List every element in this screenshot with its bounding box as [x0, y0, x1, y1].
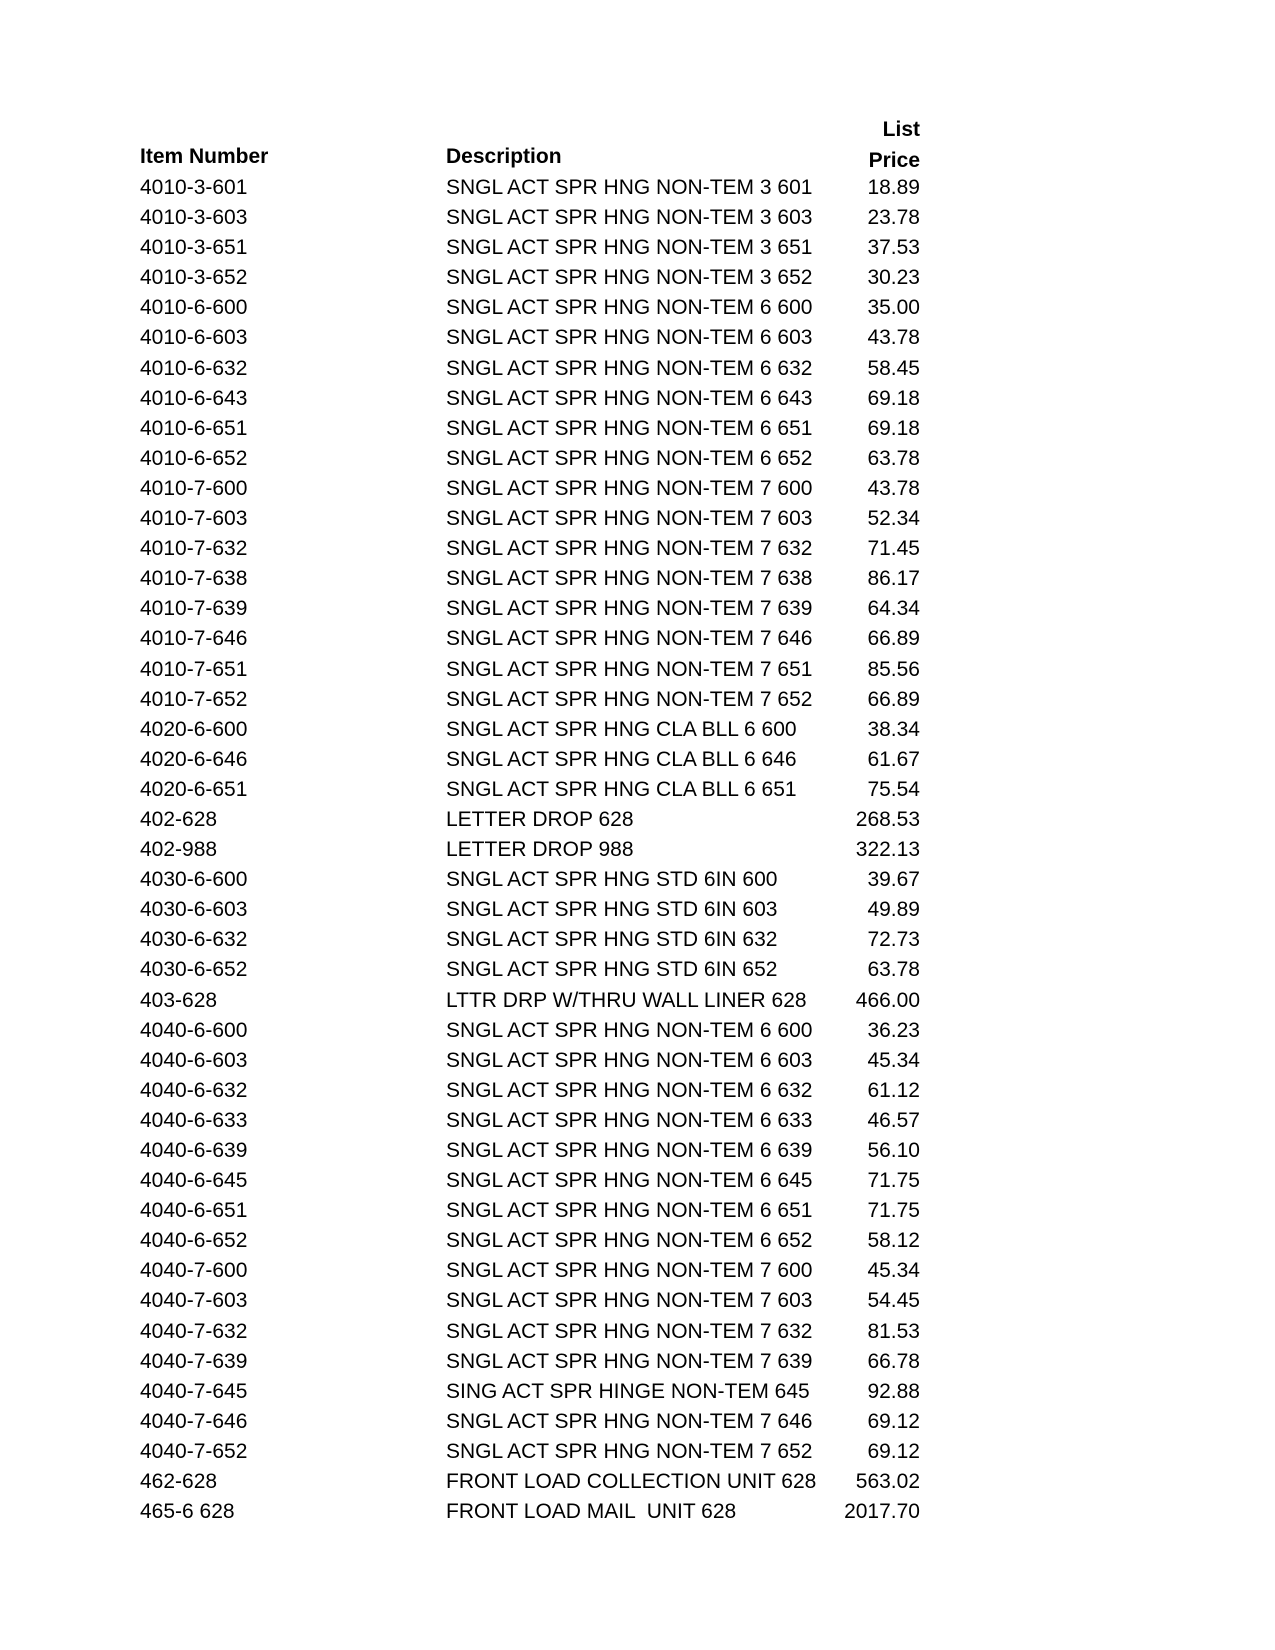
description-cell: SNGL ACT SPR HNG NON-TEM 3 603: [446, 206, 813, 230]
list-price-cell: 38.34: [867, 717, 920, 741]
item-number-cell: 4010-6-651: [140, 416, 248, 440]
item-number-cell: 403-628: [140, 988, 218, 1012]
list-price-cell: 43.78: [867, 476, 920, 500]
list-price-cell: 46.57: [867, 1108, 920, 1132]
list-price-header: [869, 114, 920, 176]
item-number-cell: 4010-3-603: [140, 206, 248, 230]
list-price-cell: 18.89: [867, 176, 920, 199]
item-number-cell: 4020-6-646: [140, 747, 248, 771]
table-row: [140, 1196, 920, 1226]
table-row: [140, 624, 920, 654]
item-number-cell: 4030-6-603: [140, 898, 248, 922]
item-number-cell: 4010-7-603: [140, 507, 248, 531]
list-price-cell: 69.18: [867, 386, 920, 410]
list-price-cell: 66.89: [867, 627, 920, 651]
description-cell: SNGL ACT SPR HNG NON-TEM 6 603: [446, 1048, 813, 1072]
table-row: [140, 1467, 920, 1497]
table-row: [140, 1407, 920, 1437]
table-row: [140, 474, 920, 504]
item-number-cell: 4040-6-633: [140, 1108, 248, 1132]
item-number-cell: 462-628: [140, 1470, 218, 1494]
table-row: [140, 986, 920, 1016]
table-row: [140, 354, 920, 384]
table-row: [140, 685, 920, 715]
list-price-cell: 63.78: [867, 446, 920, 470]
description-cell: SNGL ACT SPR HNG NON-TEM 3 652: [446, 266, 813, 290]
item-number-cell: 4010-7-600: [140, 476, 248, 500]
description-cell: SNGL ACT SPR HNG NON-TEM 6 651: [446, 416, 813, 440]
description-cell: SNGL ACT SPR HNG NON-TEM 6 632: [446, 356, 813, 380]
table-row: [140, 1377, 920, 1407]
list-price-cell: 66.78: [867, 1349, 920, 1373]
table-row: [140, 323, 920, 353]
table-row: [140, 1136, 920, 1166]
description-cell: SNGL ACT SPR HNG NON-TEM 6 600: [446, 296, 813, 320]
list-price-cell: 45.34: [867, 1259, 920, 1283]
table-row: [140, 955, 920, 985]
table-row: [140, 655, 920, 685]
list-price-cell: 466.00: [855, 988, 920, 1012]
table-row: [140, 895, 920, 925]
table-row: [140, 233, 920, 263]
list-price-cell: 43.78: [867, 326, 920, 350]
table-row: [140, 1437, 920, 1467]
item-number-cell: 4040-7-639: [140, 1349, 248, 1373]
table-row: [140, 865, 920, 895]
description-cell: SNGL ACT SPR HNG CLA BLL 6 651: [446, 777, 797, 801]
table-body: [140, 173, 920, 1527]
table-row: [140, 293, 920, 323]
table-row: [140, 173, 920, 203]
description-cell: SNGL ACT SPR HNG NON-TEM 6 603: [446, 326, 813, 350]
item-number-cell: 4040-6-652: [140, 1229, 248, 1253]
list-price-cell: 66.89: [867, 687, 920, 711]
description-cell: SNGL ACT SPR HNG NON-TEM 6 645: [446, 1169, 813, 1193]
description-cell: SNGL ACT SPR HNG NON-TEM 7 652: [446, 1439, 813, 1463]
item-number-cell: 4010-7-651: [140, 657, 248, 681]
description-cell: SNGL ACT SPR HNG NON-TEM 7 632: [446, 537, 813, 561]
list-price-cell: 23.78: [867, 206, 920, 230]
table-row: [140, 715, 920, 745]
item-number-cell: 4010-7-639: [140, 597, 248, 621]
description-cell: SNGL ACT SPR HNG NON-TEM 7 646: [446, 1409, 813, 1433]
item-number-cell: 4010-6-643: [140, 386, 248, 410]
description-cell: SNGL ACT SPR HNG STD 6IN 652: [446, 958, 778, 982]
list-price-cell: 61.12: [867, 1078, 920, 1102]
list-price-cell: 71.45: [867, 537, 920, 561]
table-row: [140, 835, 920, 865]
description-cell: FRONT LOAD COLLECTION UNIT 628: [446, 1470, 817, 1494]
description-cell: SNGL ACT SPR HNG CLA BLL 6 646: [446, 747, 797, 771]
description-cell: SNGL ACT SPR HNG NON-TEM 7 600: [446, 1259, 813, 1283]
table-row: [140, 1046, 920, 1076]
table-row: [140, 1256, 920, 1286]
list-price-cell: 72.73: [867, 928, 920, 952]
description-cell: SNGL ACT SPR HNG NON-TEM 6 643: [446, 386, 813, 410]
table-row: [140, 775, 920, 805]
description-cell: SNGL ACT SPR HNG NON-TEM 6 651: [446, 1199, 813, 1223]
table-row: [140, 1016, 920, 1046]
list-price-header-line2: Price: [868, 149, 920, 172]
item-number-cell: 4030-6-632: [140, 928, 248, 952]
list-price-cell: 56.10: [867, 1139, 920, 1162]
list-price-cell: 64.34: [867, 597, 920, 621]
description-cell: SNGL ACT SPR HNG NON-TEM 7 639: [446, 1349, 813, 1373]
table-header: [140, 110, 920, 172]
list-price-cell: 45.34: [867, 1048, 920, 1072]
description-cell: LTTR DRP W/THRU WALL LINER 628: [446, 988, 807, 1012]
item-number-cell: 4010-7-632: [140, 537, 248, 561]
description-cell: SNGL ACT SPR HNG CLA BLL 6 600: [446, 717, 797, 741]
list-price-cell: 58.45: [867, 356, 920, 380]
description-cell: SNGL ACT SPR HNG NON-TEM 6 639: [446, 1139, 813, 1162]
table-row: [140, 203, 920, 233]
description-cell: SNGL ACT SPR HNG NON-TEM 7 646: [446, 627, 813, 651]
list-price-cell: 85.56: [867, 657, 920, 681]
list-price-cell: 268.53: [855, 807, 920, 831]
list-price-cell: 86.17: [867, 567, 920, 591]
table-row: [140, 1317, 920, 1347]
table-row: [140, 1076, 920, 1106]
table-row: [140, 444, 920, 474]
table-row: [140, 414, 920, 444]
table-row: [140, 1286, 920, 1316]
description-cell: SING ACT SPR HINGE NON-TEM 645: [446, 1379, 810, 1403]
item-number-cell: 4040-7-632: [140, 1319, 248, 1343]
item-number-cell: 4040-7-646: [140, 1409, 248, 1433]
description-cell: SNGL ACT SPR HNG NON-TEM 6 652: [446, 446, 813, 470]
list-price-cell: 69.12: [867, 1409, 920, 1433]
list-price-cell: 2017.70: [844, 1500, 920, 1524]
description-cell: FRONT LOAD MAIL UNIT 628: [446, 1500, 737, 1524]
item-number-cell: 4030-6-652: [140, 958, 248, 982]
item-number-cell: 4040-6-651: [140, 1199, 248, 1223]
description-cell: SNGL ACT SPR HNG NON-TEM 7 639: [446, 597, 813, 621]
description-header: Description: [446, 145, 562, 168]
description-cell: SNGL ACT SPR HNG NON-TEM 7 638: [446, 567, 813, 591]
description-cell: SNGL ACT SPR HNG NON-TEM 6 633: [446, 1108, 813, 1132]
list-price-cell: 30.23: [867, 266, 920, 290]
description-cell: LETTER DROP 988: [446, 838, 634, 862]
description-cell: SNGL ACT SPR HNG NON-TEM 3 651: [446, 236, 813, 260]
table-row: [140, 1166, 920, 1196]
item-number-cell: 4010-7-638: [140, 567, 248, 591]
table-row: [140, 384, 920, 414]
item-number-cell: 4010-6-632: [140, 356, 248, 380]
list-price-cell: 39.67: [867, 868, 920, 892]
table-row: [140, 1497, 920, 1527]
item-number-cell: 4040-6-645: [140, 1169, 248, 1193]
item-number-cell: 4040-6-603: [140, 1048, 248, 1072]
table-row: [140, 1226, 920, 1256]
item-number-cell: 465-6 628: [140, 1500, 235, 1524]
description-cell: SNGL ACT SPR HNG STD 6IN 600: [446, 868, 778, 892]
description-cell: SNGL ACT SPR HNG NON-TEM 7 603: [446, 1289, 813, 1313]
description-cell: SNGL ACT SPR HNG STD 6IN 632: [446, 928, 778, 952]
list-price-cell: 75.54: [867, 777, 920, 801]
table-row: [140, 805, 920, 835]
item-number-cell: 4040-6-600: [140, 1018, 248, 1042]
table-row: [140, 925, 920, 955]
item-number-header: Item Number: [140, 145, 269, 168]
list-price-cell: 63.78: [867, 958, 920, 982]
item-number-cell: 4010-3-601: [140, 176, 248, 199]
list-price-cell: 71.75: [867, 1199, 920, 1223]
item-number-cell: 4010-3-652: [140, 266, 248, 290]
table-row: [140, 263, 920, 293]
list-price-cell: 52.34: [867, 507, 920, 531]
item-number-cell: 4010-6-603: [140, 326, 248, 350]
item-number-cell: 402-628: [140, 807, 218, 831]
item-number-cell: 4040-7-645: [140, 1379, 248, 1403]
description-cell: SNGL ACT SPR HNG STD 6IN 603: [446, 898, 778, 922]
item-number-cell: 4010-7-652: [140, 687, 248, 711]
list-price-header-line1: List: [882, 118, 920, 141]
list-price-cell: 71.75: [867, 1169, 920, 1193]
table-row: [140, 745, 920, 775]
table-row: [140, 564, 920, 594]
list-price-cell: 563.02: [855, 1470, 920, 1494]
item-number-cell: 402-988: [140, 838, 218, 862]
item-number-cell: 4010-3-651: [140, 236, 248, 260]
description-cell: SNGL ACT SPR HNG NON-TEM 7 603: [446, 507, 813, 531]
list-price-cell: 49.89: [867, 898, 920, 922]
description-cell: SNGL ACT SPR HNG NON-TEM 6 632: [446, 1078, 813, 1102]
table-row: [140, 504, 920, 534]
description-cell: LETTER DROP 628: [446, 807, 634, 831]
description-cell: SNGL ACT SPR HNG NON-TEM 7 651: [446, 657, 813, 681]
table-row: [140, 1106, 920, 1136]
list-price-cell: 92.88: [867, 1379, 920, 1403]
description-cell: SNGL ACT SPR HNG NON-TEM 7 652: [446, 687, 813, 711]
list-price-cell: 69.12: [867, 1439, 920, 1463]
price-list-table: [140, 110, 920, 1524]
table-row: [140, 534, 920, 564]
description-cell: SNGL ACT SPR HNG NON-TEM 7 632: [446, 1319, 813, 1343]
list-price-cell: 61.67: [867, 747, 920, 771]
list-price-cell: 322.13: [855, 838, 920, 862]
list-price-cell: 58.12: [867, 1229, 920, 1253]
list-price-cell: 35.00: [867, 296, 920, 320]
item-number-cell: 4040-6-639: [140, 1139, 248, 1162]
item-number-cell: 4040-7-603: [140, 1289, 248, 1313]
item-number-cell: 4040-7-652: [140, 1439, 248, 1463]
list-price-cell: 36.23: [867, 1018, 920, 1042]
list-price-cell: 81.53: [867, 1319, 920, 1343]
list-price-cell: 69.18: [867, 416, 920, 440]
description-cell: SNGL ACT SPR HNG NON-TEM 7 600: [446, 476, 813, 500]
item-number-cell: 4020-6-651: [140, 777, 248, 801]
item-number-cell: 4030-6-600: [140, 868, 248, 892]
item-number-cell: 4040-7-600: [140, 1259, 248, 1283]
item-number-cell: 4010-6-652: [140, 446, 248, 470]
table-row: [140, 594, 920, 624]
description-cell: SNGL ACT SPR HNG NON-TEM 6 600: [446, 1018, 813, 1042]
table-row: [140, 1347, 920, 1377]
item-number-cell: 4010-6-600: [140, 296, 248, 320]
description-cell: SNGL ACT SPR HNG NON-TEM 3 601: [446, 176, 813, 199]
item-number-cell: 4040-6-632: [140, 1078, 248, 1102]
item-number-cell: 4020-6-600: [140, 717, 248, 741]
item-number-cell: 4010-7-646: [140, 627, 248, 651]
description-cell: SNGL ACT SPR HNG NON-TEM 6 652: [446, 1229, 813, 1253]
list-price-cell: 54.45: [867, 1289, 920, 1313]
list-price-cell: 37.53: [867, 236, 920, 260]
